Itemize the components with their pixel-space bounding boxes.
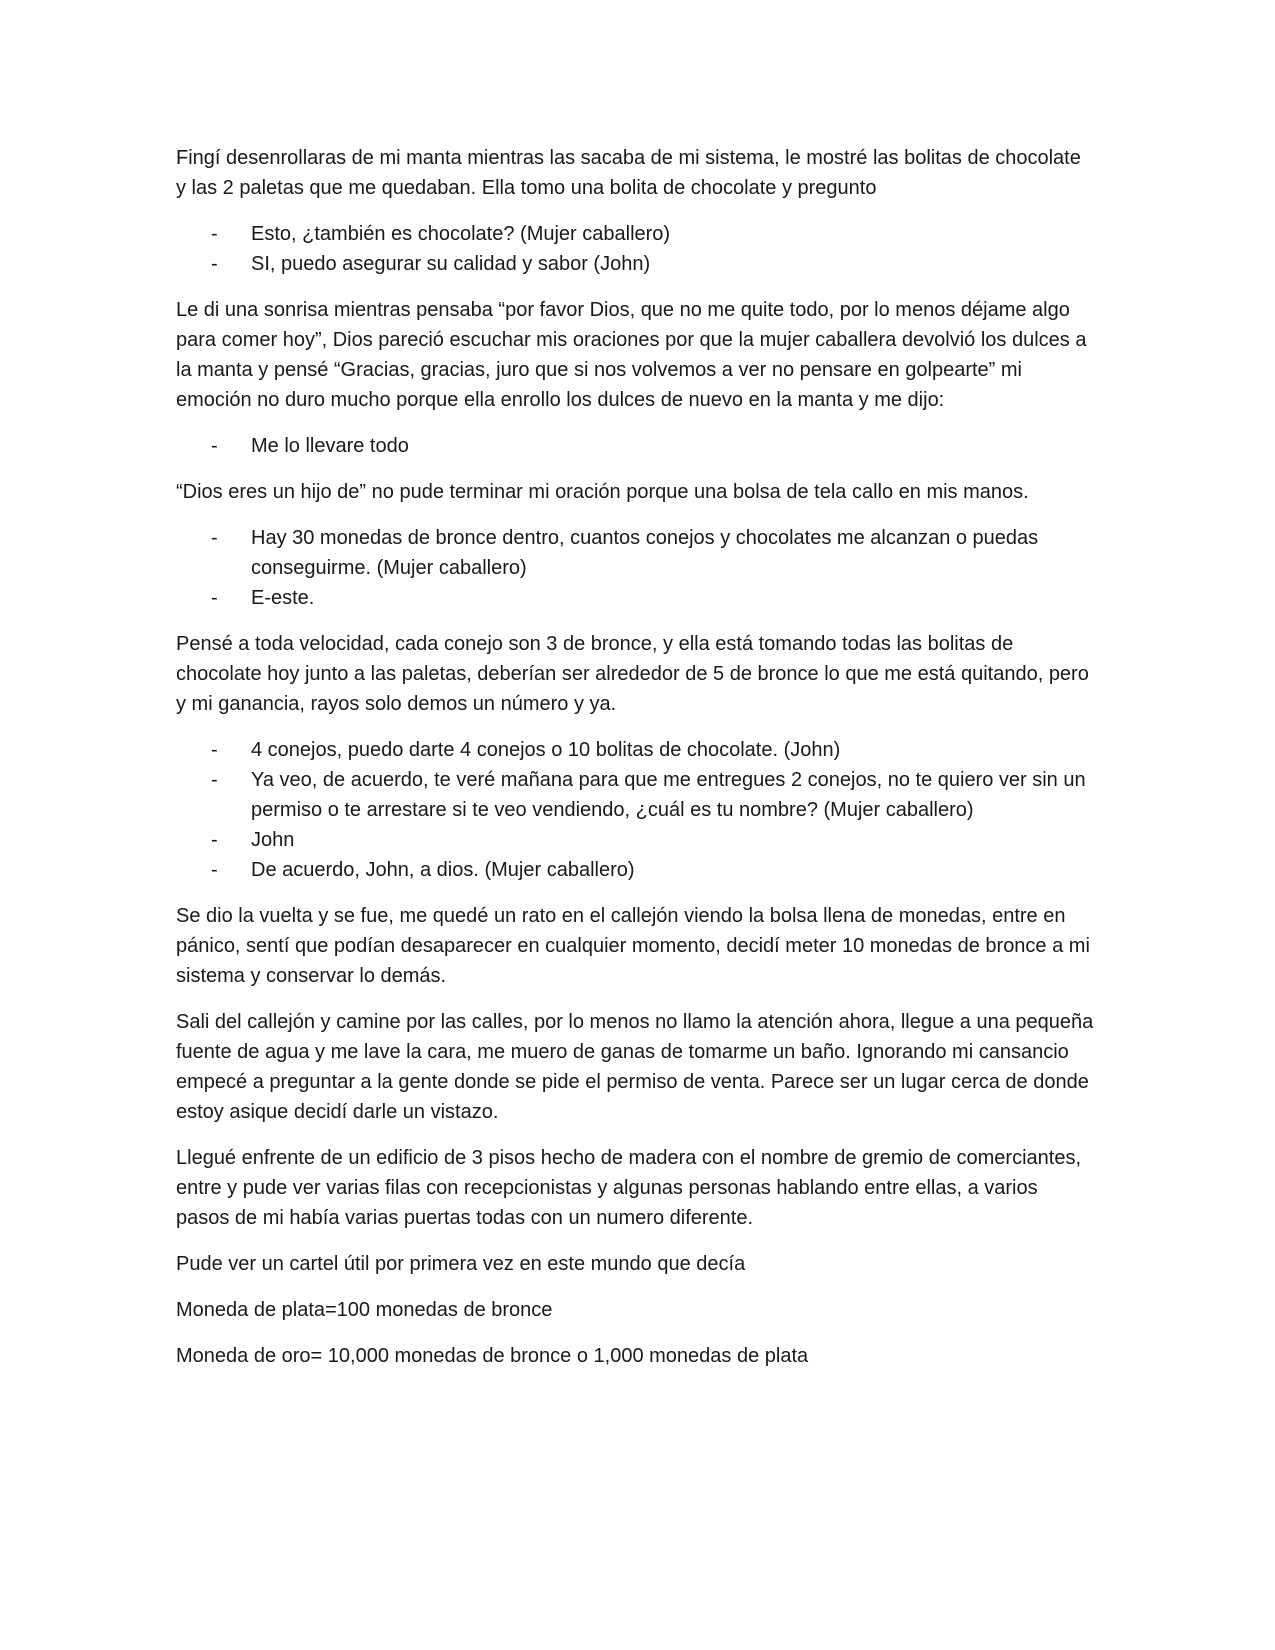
dash-marker: -	[211, 253, 218, 275]
dialogue-item	[176, 219, 1096, 249]
dialogue-item	[176, 249, 1096, 279]
paragraph: Se dio la vuelta y se fue, me quedé un rato en el callejón viendo la bolsa llena de monedas, entre en pánico, sentí que podían desaparecer en cualquier momento, decidí meter 10 monedas de bronce a mi sistema y conservar lo demás.	[176, 905, 1090, 987]
dash-marker: -	[211, 435, 218, 457]
document-body	[176, 143, 1096, 1387]
dialogue-text: Ya veo, de acuerdo, te veré mañana para que me entregues 2 conejos, no te quiero ver sin un permiso o te arrestare si te veo vendiendo, ¿cuál es tu nombre? (Mujer caballero)	[251, 769, 1086, 821]
paragraph: Pensé a toda velocidad, cada conejo son 3 de bronce, y ella está tomando todas las bolitas de chocolate hoy junto a las paletas, deberían ser alrededor de 5 de bronce lo que me está quitando, pero y mi ganancia, rayos solo demos un número y ya.	[176, 633, 1089, 715]
paragraph: Moneda de plata=100 monedas de bronce	[176, 1299, 553, 1321]
dialogue-item	[176, 735, 1096, 765]
paragraph: Moneda de oro= 10,000 monedas de bronce o 1,000 monedas de plata	[176, 1345, 809, 1367]
paragraph: Le di una sonrisa mientras pensaba “por favor Dios, que no me quite todo, por lo menos déjame algo para comer hoy”, Dios pareció escuchar mis oraciones por que la mujer caballera devolvió los dulces a la manta y pensé “Gracias, gracias, juro que si nos volvemos a ver no pensare en golpearte” mi emoción no duro mucho porque ella enrollo los dulces de nuevo en la manta y me dijo:	[176, 299, 1087, 411]
dialogue-text: John	[251, 829, 295, 851]
dialogue-item	[176, 825, 1096, 855]
dialogue-text: SI, puedo asegurar su calidad y sabor (John)	[251, 253, 651, 275]
dialogue-list	[176, 523, 1096, 613]
dash-marker: -	[211, 769, 218, 791]
dash-marker: -	[211, 829, 218, 851]
dialogue-text: E-este.	[251, 587, 315, 609]
paragraph: “Dios eres un hijo de” no pude terminar mi oración porque una bolsa de tela callo en mis manos.	[176, 481, 1029, 503]
dialogue-list	[176, 735, 1096, 885]
dialogue-list	[176, 219, 1096, 279]
dialogue-item	[176, 583, 1096, 613]
dialogue-text: Esto, ¿también es chocolate? (Mujer caballero)	[251, 223, 671, 245]
dash-marker: -	[211, 527, 218, 549]
dialogue-item	[176, 765, 1096, 825]
dialogue-text: Hay 30 monedas de bronce dentro, cuantos conejos y chocolates me alcanzan o puedas conseguirme. (Mujer caballero)	[251, 527, 1039, 579]
paragraph: Fingí desenrollaras de mi manta mientras las sacaba de mi sistema, le mostré las bolitas de chocolate y las 2 paletas que me quedaban. Ella tomo una bolita de chocolate y pregunto	[176, 147, 1081, 199]
dash-marker: -	[211, 739, 218, 761]
paragraph: Pude ver un cartel útil por primera vez en este mundo que decía	[176, 1253, 746, 1275]
dialogue-item	[176, 523, 1096, 583]
paragraph: Sali del callejón y camine por las calles, por lo menos no llamo la atención ahora, llegue a una pequeña fuente de agua y me lave la cara, me muero de ganas de tomarme un baño. Ignorando mi cansancio empecé a preguntar a la gente donde se pide el permiso de venta. Parece ser un lugar cerca de donde estoy asique decidí darle un vistazo.	[176, 1011, 1094, 1123]
dash-marker: -	[211, 587, 218, 609]
dialogue-list	[176, 431, 1096, 461]
paragraph: Llegué enfrente de un edificio de 3 pisos hecho de madera con el nombre de gremio de comerciantes, entre y pude ver varias filas con recepcionistas y algunas personas hablando entre ellas, a varios pasos de mi había varias puertas todas con un numero diferente.	[176, 1147, 1082, 1229]
dash-marker: -	[211, 223, 218, 245]
dialogue-item	[176, 855, 1096, 885]
dash-marker: -	[211, 859, 218, 881]
dialogue-item	[176, 431, 1096, 461]
dialogue-text: Me lo llevare todo	[251, 435, 409, 457]
dialogue-text: 4 conejos, puedo darte 4 conejos o 10 bolitas de chocolate. (John)	[251, 739, 841, 761]
dialogue-text: De acuerdo, John, a dios. (Mujer caballero)	[251, 859, 635, 881]
